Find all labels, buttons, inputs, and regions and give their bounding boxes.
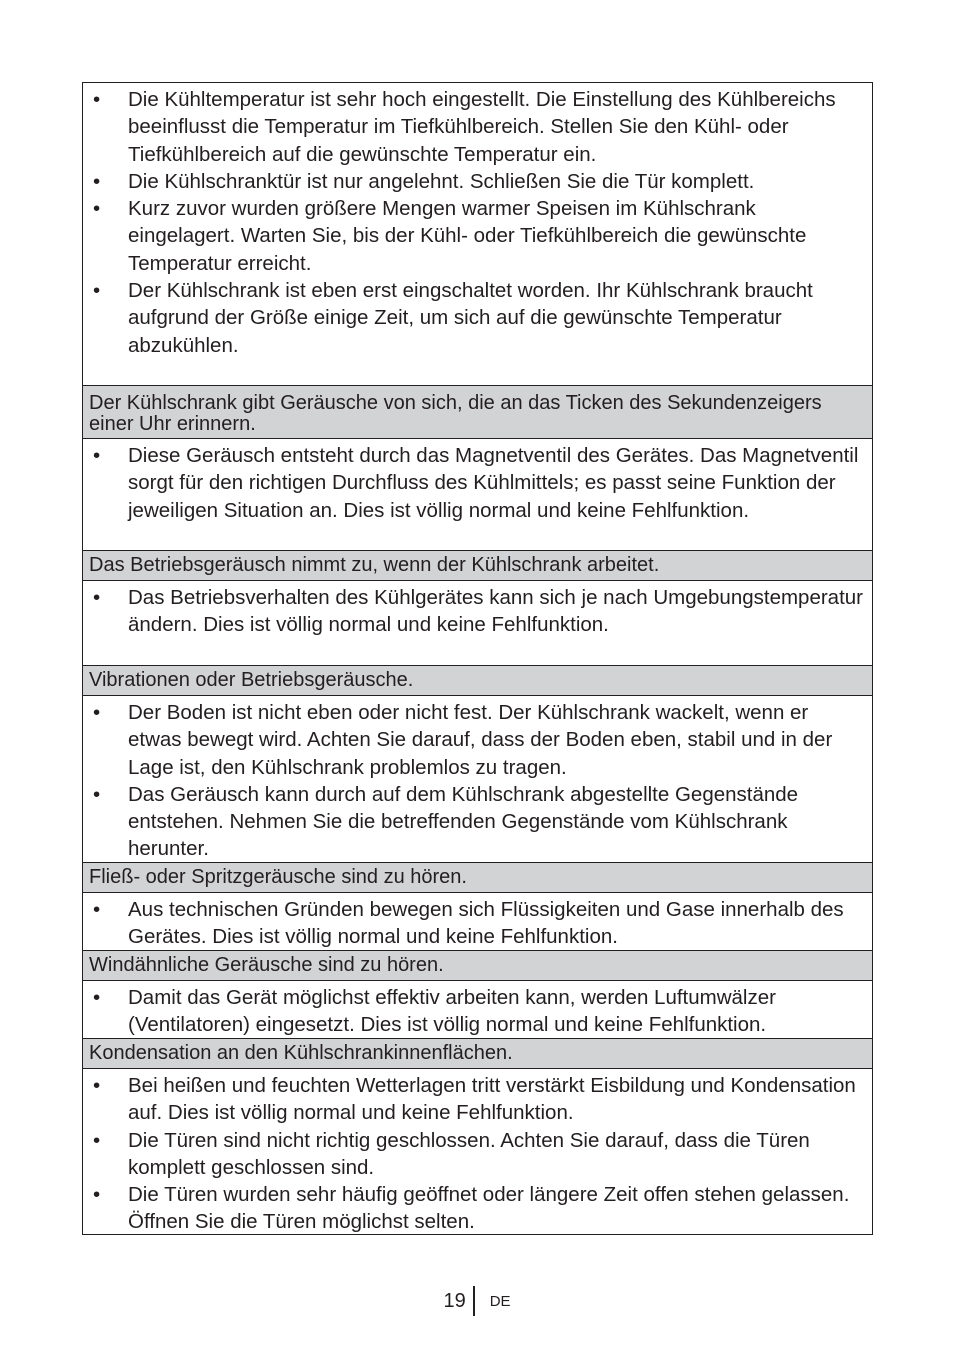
list-item xyxy=(89,195,864,277)
list-item-text: Kurz zuvor wurden größere Mengen warmer Speisen im Kühlschrank eingelagert. Warten Sie, bis der Kühl- oder Tiefkühlbereich die gewünschte Temperatur erreicht. xyxy=(128,197,807,275)
list-item xyxy=(89,781,864,863)
list-item-text: Die Türen sind nicht richtig geschlossen. Achten Sie darauf, dass die Türen komplett geschlossen sind. xyxy=(128,1128,810,1179)
problem-heading: Windähnliche Geräusche sind zu hören. xyxy=(83,951,872,981)
bullet-list xyxy=(89,699,864,863)
bullet-list xyxy=(89,442,864,524)
page-number: 19 xyxy=(443,1289,466,1312)
solution-cell xyxy=(83,1069,872,1234)
list-item-text: Der Kühlschrank ist eben erst eingschaltet worden. Ihr Kühlschrank braucht aufgrund der Größe einige Zeit, um sich auf die gewünschte Temperatur abzukühlen. xyxy=(128,279,813,357)
list-item-text: Das Geräusch kann durch auf dem Kühlschrank abgestellte Gegenstände entstehen. Nehmen Sie die betreffenden Gegenstände vom Kühlschrank herunter. xyxy=(128,782,799,861)
bullet-list xyxy=(89,896,864,951)
list-item-text: Die Türen wurden sehr häufig geöffnet oder längere Zeit offen stehen gelassen. Öffnen Sie die Türen möglichst selten. xyxy=(128,1183,850,1234)
list-item-text: Der Boden ist nicht eben oder nicht fest. Der Kühlschrank wackelt, wenn er etwas bewegt wird. Achten Sie darauf, dass der Boden eben, stabil und in der Lage ist, den Kühlschrank problemlos zu tragen. xyxy=(128,701,833,779)
troubleshooting-table xyxy=(82,82,873,1235)
bullet-icon: • xyxy=(93,1074,101,1097)
list-item xyxy=(89,699,864,781)
list-item xyxy=(89,442,864,524)
bullet-list xyxy=(89,86,864,359)
list-item xyxy=(89,896,864,951)
list-item-text: Aus technischen Gründen bewegen sich Flüssigkeiten und Gase innerhalb des Gerätes. Dies ist völlig normal und keine Fehlfunktion. xyxy=(128,898,844,949)
problem-heading: Kondensation an den Kühlschrankinnenflächen. xyxy=(83,1039,872,1069)
page-footer xyxy=(0,1286,954,1316)
bullet-icon: • xyxy=(93,279,101,303)
list-item-text: Bei heißen und feuchten Wetterlagen tritt verstärkt Eisbildung und Kondensation auf. Dies ist völlig normal und keine Fehlfunktion. xyxy=(128,1074,856,1125)
problem-heading: Der Kühlschrank gibt Geräusche von sich, die an das Ticken des Sekundenzeigers einer Uhr erinnern. xyxy=(83,386,872,439)
footer-divider xyxy=(473,1286,475,1316)
bullet-icon: • xyxy=(93,898,101,921)
bullet-icon: • xyxy=(93,197,101,221)
problem-heading: Vibrationen oder Betriebsgeräusche. xyxy=(83,666,872,696)
solution-cell xyxy=(83,981,872,1039)
list-item-text: Das Betriebsverhalten des Kühlgerätes kann sich je nach Umgebungstemperatur ändern. Dies ist völlig normal und keine Fehlfunktion. xyxy=(128,586,863,637)
list-item xyxy=(89,984,864,1039)
solution-cell xyxy=(83,696,872,863)
bullet-list xyxy=(89,984,864,1039)
bullet-list xyxy=(89,1072,864,1236)
list-item-text: Die Kühltemperatur ist sehr hoch eingestellt. Die Einstellung des Kühlbereichs beeinflusst die Temperatur im Tiefkühlbereich. Stellen Sie den Kühl- oder Tiefkühlbereich auf die gewünschte Temperatur ein. xyxy=(128,88,836,166)
list-item xyxy=(89,168,864,195)
bullet-icon: • xyxy=(93,701,101,724)
list-item xyxy=(89,1127,864,1182)
bullet-icon: • xyxy=(93,444,101,467)
bullet-icon: • xyxy=(93,1183,101,1207)
bullet-list xyxy=(89,584,864,639)
bullet-icon: • xyxy=(93,986,101,1009)
solution-cell xyxy=(83,83,872,386)
solution-cell xyxy=(83,439,872,551)
bullet-icon: • xyxy=(93,782,101,806)
list-item-text: Diese Geräusch entsteht durch das Magnetventil des Gerätes. Das Magnetventil sorgt für den richtigen Durchfluss des Kühlmittels; es passt seine Funktion der jeweiligen Situation an. Dies ist völlig normal und keine Fehlfunktion. xyxy=(128,444,859,522)
list-item xyxy=(89,1072,864,1127)
solution-cell xyxy=(83,581,872,666)
list-item xyxy=(89,1181,864,1236)
problem-heading: Fließ- oder Spritzgeräusche sind zu hören. xyxy=(83,863,872,893)
list-item xyxy=(89,277,864,359)
list-item-text: Die Kühlschranktür ist nur angelehnt. Schließen Sie die Tür komplett. xyxy=(128,169,755,193)
list-item xyxy=(89,86,864,168)
language-code: DE xyxy=(489,1292,511,1310)
bullet-icon: • xyxy=(93,586,101,609)
list-item-text: Damit das Gerät möglichst effektiv arbeiten kann, werden Luftumwälzer (Ventilatoren) eingesetzt. Dies ist völlig normal und keine Fehlfunktion. xyxy=(128,986,776,1037)
solution-cell xyxy=(83,893,872,951)
bullet-icon: • xyxy=(93,88,101,111)
bullet-icon: • xyxy=(93,169,101,193)
problem-heading: Das Betriebsgeräusch nimmt zu, wenn der Kühlschrank arbeitet. xyxy=(83,551,872,581)
list-item xyxy=(89,584,864,639)
bullet-icon: • xyxy=(93,1128,101,1152)
